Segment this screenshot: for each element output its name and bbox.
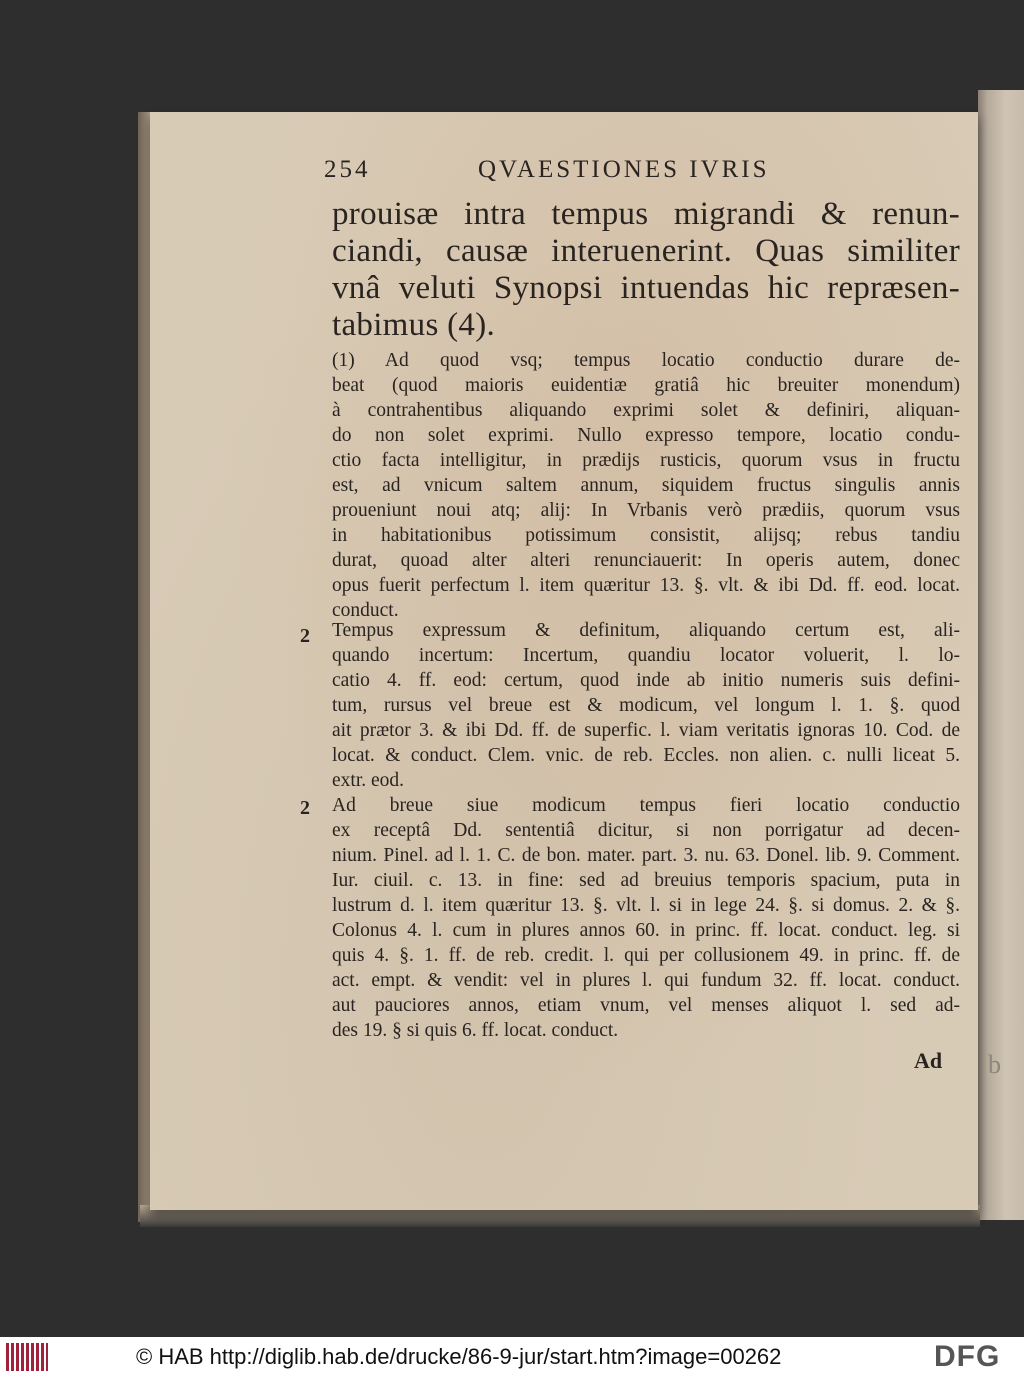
note-line: do non solet exprimi. Nullo expresso tempore, locatio condu-: [332, 425, 960, 446]
note-line: durat, quoad alter alteri renunciauerit: In operis autem, donec: [332, 550, 960, 571]
note-line: opus fuerit perfectum l. item quæritur 13. §. vlt. & ibi Dd. ff. eod. locat.: [332, 575, 960, 596]
catchword: Ad: [914, 1048, 943, 1073]
note-line: Colonus 4. l. cum in plures annos 60. in princ. ff. locat. conduct. leg. si: [332, 920, 960, 941]
note-line: nium. Pinel. ad l. 1. C. de bon. mater. part. 3. nu. 63. Donel. lib. 9. Comment.: [332, 845, 960, 866]
note-line: quando incertum: Incertum, quandiu locator voluerit, l. lo-: [332, 645, 960, 666]
page-number: 254: [324, 156, 371, 183]
note-line: tum, rursus vel breue est & modicum, vel longum l. 1. §. quod: [332, 695, 960, 716]
note-line: ait prætor 3. & ibi Dd. ff. de superfic. l. viam veritatis ignoras 10. Cod. de: [332, 720, 960, 741]
note-line: Tempus expressum & definitum, aliquando certum est, ali-: [332, 620, 960, 641]
note-line: lustrum d. l. item quæritur 13. §. vlt. l. si in lege 24. §. si domus. 2. & §.: [332, 895, 960, 916]
dfg-logo[interactable]: DFG: [934, 1340, 1001, 1373]
margin-number: 2: [300, 797, 310, 819]
running-title: QVAESTIONES IVRIS: [478, 156, 770, 183]
note-line: quis 4. §. 1. ff. de reb. credit. l. qui per collusionem 49. in princ. ff. de: [332, 945, 960, 966]
note-line: des 19. § si quis 6. ff. locat. conduct.: [332, 1020, 619, 1041]
body-line: prouisæ intra tempus migrandi & renun-: [332, 196, 960, 232]
note-line: conduct.: [332, 600, 399, 621]
note-line: à contrahentibus aliquando exprimi solet & definiri, aliquan-: [332, 400, 960, 421]
facing-page-edge: [978, 90, 1024, 1220]
note-line: in habitationibus potissimum consistit, alijsq; rebus tandiu: [332, 525, 960, 546]
margin-number: 2: [300, 625, 310, 647]
note-line: catio 4. ff. eod: certum, quod inde ab initio numeris suis defini-: [332, 670, 960, 691]
note-line: ctio facta intelligitur, in prædijs rusticis, quorum vsus in fructu: [332, 450, 960, 471]
note-line: Ad breue siue modicum tempus fieri locatio conductio: [332, 795, 960, 816]
body-line: ciandi, causæ interuenerint. Quas similiter: [332, 233, 960, 269]
note-line: ex receptâ Dd. sententiâ dicitur, si non porrigatur ad decen-: [332, 820, 960, 841]
note-line: locat. & conduct. Clem. vnic. de reb. Eccles. non alien. c. nulli liceat 5.: [332, 745, 960, 766]
footer-citation-link[interactable]: © HAB http://diglib.hab.de/drucke/86-9-jur/start.htm?image=00262: [136, 1344, 782, 1369]
note-line: act. empt. & vendit: vel in plures l. qui fundum 32. ff. locat. conduct.: [332, 970, 960, 991]
note-line: Iur. ciuil. c. 13. in fine: sed ad breuius temporis spacium, puta in: [332, 870, 960, 891]
note-line: est, ad vnicum saltem annum, siquidem fructus singulis annis: [332, 475, 960, 496]
hab-logo-icon[interactable]: [6, 1343, 48, 1371]
note-line: aut pauciores annos, etiam vnum, vel menses aliquot l. sed ad-: [332, 995, 960, 1016]
note-line: extr. eod.: [332, 770, 405, 791]
facing-page-glyph: b: [988, 1050, 1001, 1079]
note-line: beat (quod maioris euidentiæ gratiâ hic breuiter monendum): [332, 375, 960, 396]
body-line: vnâ veluti Synopsi intuendas hic repræsen-: [332, 270, 960, 306]
body-line: tabimus (4).: [332, 307, 496, 343]
note-line: (1) Ad quod vsq; tempus locatio conductio durare de-: [332, 350, 960, 371]
note-line: proueniunt noui atq; alij: In Vrbanis verò prædiis, quorum vsus: [332, 500, 960, 521]
footer-bar: [0, 1337, 1024, 1377]
